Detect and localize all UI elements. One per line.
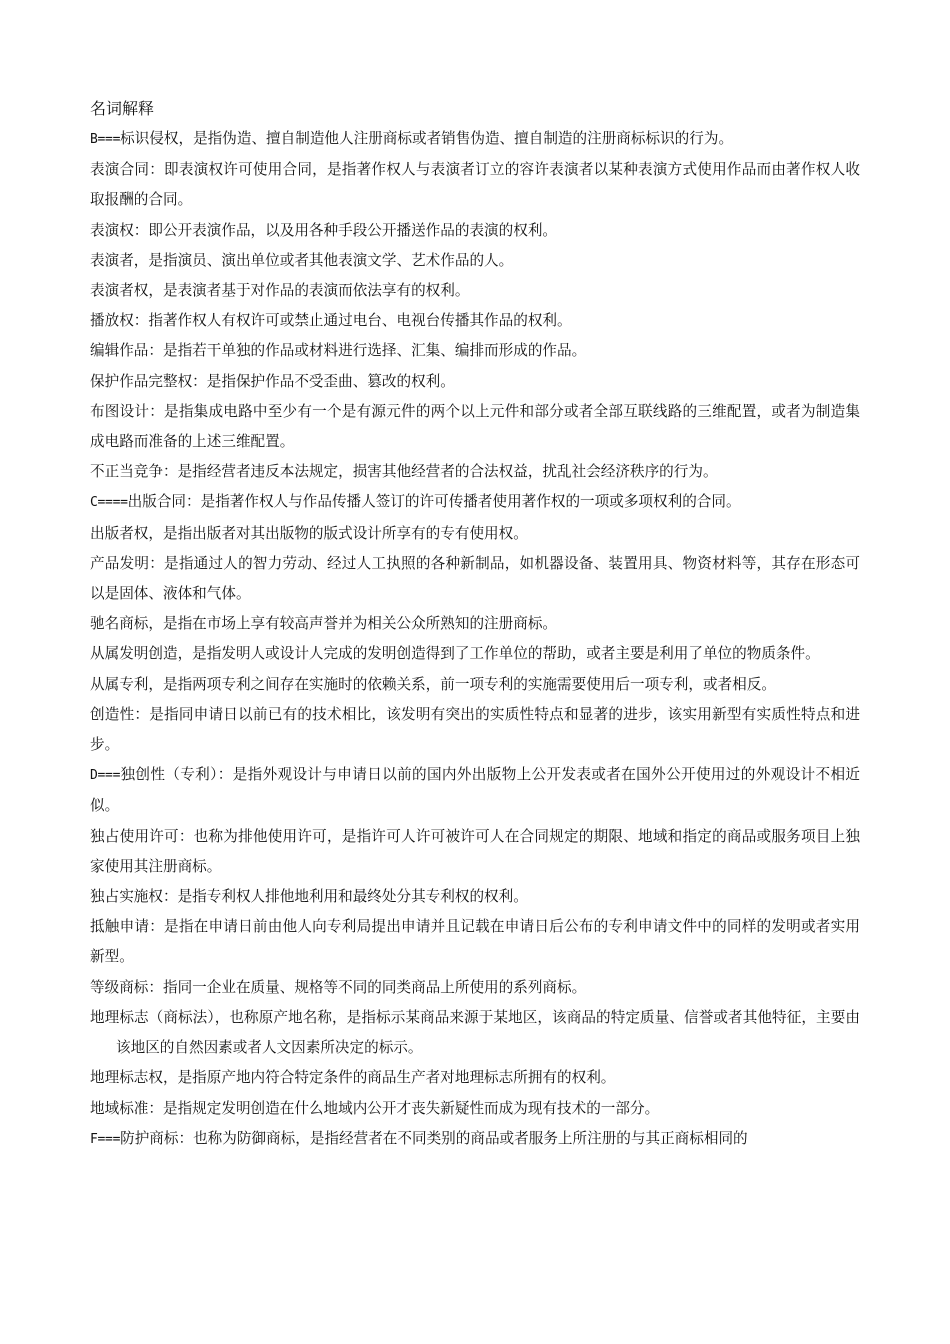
- section-letter-marker: D===: [90, 768, 121, 784]
- term-entry: [90, 1063, 860, 1093]
- term-entry: [90, 367, 860, 397]
- section-letter-marker: B===: [90, 132, 121, 147]
- term-definition-text: 从属发明创造，是指发明人或设计人完成的发明创造得到了工作单位的帮助，或者主要是利用了单位的物质条件。: [90, 645, 820, 663]
- term-entry: [90, 1094, 860, 1124]
- term-definition-text: 独占实施权：是指专利权人排他地利用和最终处分其专利权的权利。: [90, 888, 528, 906]
- term-entry: [90, 397, 860, 457]
- term-entry: [90, 336, 860, 366]
- term-definition-text: 表演权：即公开表演作品，以及用各种手段公开播送作品的表演的权利。: [90, 221, 558, 239]
- term-entry: [90, 124, 860, 155]
- term-entry: [90, 822, 860, 882]
- term-entry: [90, 912, 860, 972]
- term-definition-text: 从属专利，是指两项专利之间存在实施时的依赖关系，前一项专利的实施需要使用后一项专利，或者相反。: [90, 675, 776, 693]
- term-entry: [90, 1124, 860, 1155]
- term-definition-text: 表演者，是指演员、演出单位或者其他表演文学、艺术作品的人。: [90, 251, 514, 269]
- term-definition-text: 标识侵权，是指伪造、擅自制造他人注册商标或者销售伪造、擅自制造的注册商标标识的行为。: [120, 130, 734, 147]
- term-entry: [90, 519, 860, 549]
- term-definition-text: 出版合同：是指著作权人与作品传播人签订的许可传播者使用著作权的一项或多项权利的合同。: [127, 493, 741, 511]
- term-definition-text: 防护商标：也称为防御商标，是指经营者在不同类别的商品或者服务上所注册的与其正商标相同的: [120, 1129, 748, 1147]
- term-entry: [90, 155, 860, 215]
- term-definition-text: 表演者权，是表演者基于对作品的表演而依法享有的权利。: [90, 282, 470, 300]
- term-definition-text: 抵触申请：是指在申请日前由他人向专利局提出申请并且记载在申请日后公布的专利申请文件中的同样的发明或者实用新型。: [90, 918, 860, 966]
- term-definition-text: 等级商标：指同一企业在质量、规格等不同的同类商品上所使用的系列商标。: [90, 978, 587, 996]
- term-entry: [90, 609, 860, 639]
- term-definition-text: 表演合同：即表演权许可使用合同，是指著作权人与表演者订立的容许表演者以某种表演方式使用作品而由著作权人收取报酬的合同。: [90, 161, 860, 209]
- term-entry: [90, 639, 860, 669]
- term-entry: [90, 973, 860, 1003]
- term-definition-text: 布图设计：是指集成电路中至少有一个是有源元件的两个以上元件和部分或者全部互联线路的三维配置，或者为制造集成电路而准备的上述三维配置。: [90, 402, 860, 451]
- term-definition-text: 保护作品完整权：是指保护作品不受歪曲、篡改的权利。: [90, 372, 455, 390]
- term-entry: [90, 306, 860, 336]
- term-definition-text: 独创性（专利）：是指外观设计与申请日以前的国内外出版物上公开发表或者在国外公开使用过的外观设计不相近似。: [90, 766, 860, 815]
- term-definition-text: 不正当竞争：是指经营者违反本法规定，损害其他经营者的合法权益，扰乱社会经济秩序的行为。: [90, 463, 718, 481]
- term-definition-text: 地域标准：是指规定发明创造在什么地域内公开才丧失新疑性而成为现有技术的一部分。: [90, 1099, 660, 1117]
- term-definition-text: 地理标志（商标法），也称原产地名称，是指标示某商品来源于某地区，该商品的特定质量、信誉或者其他特征，主要由该地区的自然因素或者人文因素所决定的标示。: [90, 1008, 860, 1057]
- term-entry: [90, 276, 860, 306]
- term-entry: [90, 246, 860, 276]
- term-list: [90, 124, 860, 1155]
- document-page: [90, 96, 860, 1155]
- term-entry: [90, 457, 860, 487]
- term-entry: [90, 487, 860, 518]
- term-definition-text: 驰名商标，是指在市场上享有较高声誉并为相关公众所熟知的注册商标。: [90, 615, 558, 633]
- term-definition-text: 地理标志权，是指原产地内符合特定条件的商品生产者对地理标志所拥有的权利。: [90, 1069, 616, 1087]
- section-letter-marker: C====: [90, 495, 128, 511]
- term-entry: [90, 216, 860, 246]
- term-definition-text: 创造性：是指同申请日以前已有的技术相比，该发明有突出的实质性特点和显著的进步，该实用新型有实质性特点和进步。: [90, 705, 860, 754]
- term-entry: [90, 549, 860, 609]
- term-definition-text: 产品发明：是指通过人的智力劳动、经过人工执照的各种新制品，如机器设备、装置用具、物资材料等，其存在形态可以是固体、液体和气体。: [90, 554, 860, 603]
- term-entry: [90, 1003, 860, 1063]
- section-letter-marker: F===: [90, 1131, 121, 1147]
- term-entry: [90, 882, 860, 912]
- term-definition-text: 播放权：指著作权人有权许可或禁止通过电台、电视台传播其作品的权利。: [90, 312, 572, 330]
- term-definition-text: 出版者权，是指出版者对其出版物的版式设计所享有的专有使用权。: [90, 524, 528, 542]
- document-heading: 名词解释: [90, 99, 155, 118]
- term-definition-text: 独占使用许可：也称为排他使用许可，是指许可人许可被许可人在合同规定的期限、地域和指定的商品或服务项目上独家使用其注册商标。: [90, 827, 860, 875]
- term-entry: [90, 760, 860, 821]
- term-entry: [90, 670, 860, 700]
- term-entry: [90, 700, 860, 760]
- term-definition-text: 编辑作品：是指若干单独的作品或材料进行选择、汇集、编排而形成的作品。: [90, 342, 587, 360]
